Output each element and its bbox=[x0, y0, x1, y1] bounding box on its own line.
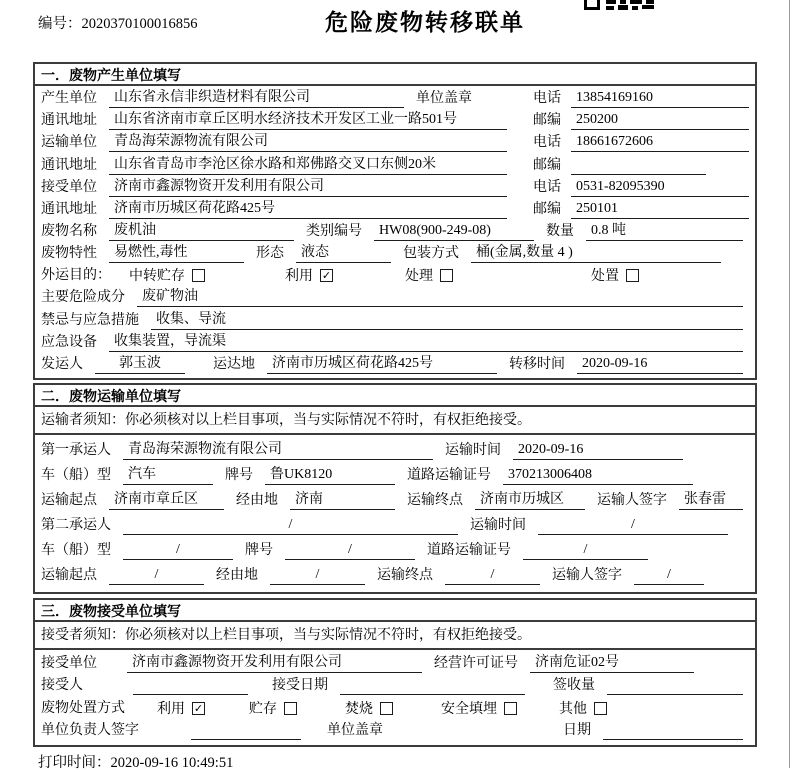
section-receive-rows bbox=[35, 650, 755, 743]
unit-seal-label: 单位盖章 bbox=[327, 723, 383, 738]
row-transporter-address bbox=[41, 155, 749, 175]
option-label: 处理 bbox=[405, 269, 433, 285]
second-carrier-value: / bbox=[123, 515, 458, 535]
via-label: 经由地 bbox=[236, 493, 278, 508]
transport-time-value-2: / bbox=[538, 515, 728, 535]
row-producer-address bbox=[41, 110, 749, 130]
phone-label: 电话 bbox=[533, 179, 561, 195]
section-transport bbox=[33, 383, 757, 594]
first-carrier-value: 青岛海荣源物流有限公司 bbox=[123, 440, 433, 460]
option-label: 处置 bbox=[591, 269, 619, 285]
row-transporter-address-right bbox=[533, 156, 749, 175]
row-disposal-method bbox=[41, 698, 749, 718]
row-first-carrier bbox=[41, 440, 749, 460]
road-license-value-2: / bbox=[523, 540, 648, 560]
disposal-utilize-checkbox: ✓ bbox=[193, 701, 204, 715]
taboo-label: 禁忌与应急措施 bbox=[41, 312, 139, 328]
acceptor-label: 接受人 bbox=[41, 678, 83, 693]
route-start-value: 济南市章丘区 bbox=[109, 490, 224, 510]
section-producer bbox=[33, 62, 757, 380]
vehicle-type-label: 车（船）型 bbox=[41, 468, 111, 483]
receiver-address-value: 济南市历城区荷花路425号 bbox=[109, 199, 507, 219]
waste-code-value: HW08(900-249-08) bbox=[374, 221, 534, 241]
purpose-option-treat bbox=[405, 265, 453, 285]
transport-notice: 运输者须知：你必须核对以上栏目事项，当与实际情况不符时，有权拒绝接受。 bbox=[35, 407, 755, 435]
row-dispatch bbox=[41, 354, 749, 374]
option-label: 其他 bbox=[559, 702, 587, 717]
second-carrier-label: 第二承运人 bbox=[41, 518, 111, 533]
hazard-label: 主要危险成分 bbox=[41, 290, 125, 306]
row-route-2 bbox=[41, 565, 749, 585]
waste-qty-value: 0.8 吨 bbox=[586, 221, 743, 241]
accept-date-value bbox=[340, 676, 525, 695]
character-value: 易燃性,毒性 bbox=[109, 243, 244, 263]
purpose-option-transfer-storage bbox=[129, 265, 205, 285]
section-transport-title: 二．废物运输单位填写 bbox=[35, 385, 755, 407]
section-producer-rows bbox=[35, 86, 755, 376]
hazard-value: 废矿物油 bbox=[137, 287, 743, 307]
row-hazard bbox=[41, 287, 749, 307]
producer-phone-value: 13854169160 bbox=[571, 88, 749, 108]
permit-label: 经营许可证号 bbox=[434, 656, 518, 671]
destination-value: 济南市历城区荷花路425号 bbox=[267, 354, 497, 374]
row-producer-address-left bbox=[41, 110, 521, 130]
transfer-time-label: 转移时间 bbox=[509, 356, 565, 372]
waste-name-label: 废物名称 bbox=[41, 223, 97, 239]
transport-time-value: 2020-09-16 bbox=[513, 440, 683, 460]
transporter-label: 运输单位 bbox=[41, 135, 97, 151]
transporter-value: 青岛海荣源物流有限公司 bbox=[109, 132, 507, 152]
purpose-label: 外运目的： bbox=[41, 268, 111, 284]
route-end-value: 济南市历城区 bbox=[475, 490, 585, 510]
transporter-address-value: 山东省青岛市李沧区徐水路和郑佛路交叉口东侧20米 bbox=[109, 155, 507, 175]
equipment-label: 应急设备 bbox=[41, 334, 97, 350]
purpose-option-utilize bbox=[285, 265, 333, 285]
purpose-option-dispose bbox=[591, 265, 639, 285]
address-label: 通讯地址 bbox=[41, 113, 97, 129]
row-waste-character bbox=[41, 243, 749, 263]
transfer-time-value: 2020-09-16 bbox=[577, 354, 743, 374]
transport-time-label: 运输时间 bbox=[445, 443, 501, 458]
producer-address-value: 山东省济南市章丘区明水经济技术开发区工业一路501号 bbox=[109, 110, 507, 130]
row-receiver-left bbox=[41, 177, 521, 197]
form-value: 液态 bbox=[296, 243, 391, 263]
receiver-value: 济南市鑫源物资开发利用有限公司 bbox=[109, 177, 507, 197]
responsible-sign-label: 单位负责人签字 bbox=[41, 723, 139, 738]
transporter-phone-value: 18661672606 bbox=[571, 132, 749, 152]
row-transporter-address-left bbox=[41, 155, 521, 175]
vehicle-type-label: 车（船）型 bbox=[41, 543, 111, 558]
row-receiver bbox=[41, 177, 749, 197]
row-equipment bbox=[41, 332, 749, 352]
equipment-value: 收集装置，导流渠 bbox=[109, 332, 743, 352]
waste-qty-label: 数量 bbox=[546, 223, 574, 239]
row-receive-unit bbox=[41, 653, 749, 673]
option-label: 利用 bbox=[285, 269, 313, 285]
transporter-sign-value-2: / bbox=[634, 565, 704, 585]
disposal-other-checkbox bbox=[594, 702, 607, 715]
print-time-value: 2020-09-16 10:49:51 bbox=[110, 755, 234, 771]
phone-label: 电话 bbox=[533, 91, 561, 107]
option-label: 贮存 bbox=[249, 702, 277, 717]
disposal-option-utilize bbox=[157, 698, 205, 718]
destination-label: 运达地 bbox=[213, 356, 255, 372]
receive-unit-label: 接受单位 bbox=[41, 656, 97, 671]
row-producer bbox=[41, 88, 749, 108]
option-label: 中转贮存 bbox=[129, 269, 185, 285]
dispatcher-value: 郭玉波 bbox=[95, 354, 185, 374]
row-transporter bbox=[41, 132, 749, 152]
zip-label: 邮编 bbox=[533, 157, 561, 173]
section-receive bbox=[33, 598, 757, 747]
plate-label: 牌号 bbox=[245, 543, 273, 558]
plate-value-2: / bbox=[285, 540, 415, 560]
row-receiver-address-right bbox=[533, 199, 749, 219]
row-producer-left bbox=[41, 88, 521, 108]
row-waste-name bbox=[41, 221, 749, 241]
route-end-label: 运输终点 bbox=[377, 568, 433, 583]
row-route-1 bbox=[41, 490, 749, 510]
print-time-label: 打印时间： bbox=[38, 755, 111, 771]
transport-time-label: 运输时间 bbox=[470, 518, 526, 533]
option-label: 利用 bbox=[157, 702, 185, 717]
producer-value: 山东省永信非织造材料有限公司 bbox=[109, 88, 404, 108]
disposal-option-storage bbox=[249, 698, 297, 718]
disposal-option-landfill bbox=[441, 698, 517, 718]
vehicle-type-value: 汽车 bbox=[123, 465, 213, 485]
dispatcher-label: 发运人 bbox=[41, 356, 83, 372]
disposal-storage-checkbox bbox=[284, 702, 297, 715]
dispose-checkbox bbox=[626, 269, 639, 282]
route-end-value-2: / bbox=[445, 565, 540, 585]
taboo-value: 收集、导流 bbox=[151, 310, 743, 330]
address-label: 通讯地址 bbox=[41, 201, 97, 217]
disposal-option-incinerate bbox=[345, 698, 393, 718]
zip-label: 邮编 bbox=[533, 113, 561, 129]
receiver-zip-value: 250101 bbox=[571, 199, 749, 219]
waste-code-label: 类别编号 bbox=[306, 223, 362, 239]
form-label: 形态 bbox=[256, 246, 284, 262]
row-receiver-address-left bbox=[41, 199, 521, 219]
row-producer-right bbox=[533, 88, 749, 108]
receive-unit-value: 济南市鑫源物资开发利用有限公司 bbox=[127, 653, 422, 673]
row-taboo bbox=[41, 310, 749, 330]
via-value: 济南 bbox=[290, 490, 395, 510]
pack-label: 包装方式 bbox=[403, 246, 459, 262]
page-title: 危险废物转移联单 bbox=[325, 9, 525, 35]
route-start-label: 运输起点 bbox=[41, 493, 97, 508]
acceptor-value bbox=[133, 676, 248, 695]
serial-label: 编号： bbox=[38, 16, 82, 32]
row-receiver-right bbox=[533, 177, 749, 197]
producer-zip-value: 250200 bbox=[571, 110, 749, 130]
serial-number: 2020370100016856 bbox=[81, 16, 198, 32]
pack-value: 桶(金属,数量 4 ) bbox=[471, 243, 721, 263]
page-edge-line bbox=[789, 0, 790, 768]
character-label: 废物特性 bbox=[41, 246, 97, 262]
date-value bbox=[603, 721, 743, 740]
road-license-label: 道路运输证号 bbox=[407, 468, 491, 483]
section-transport-rows bbox=[35, 435, 755, 590]
date-label: 日期 bbox=[563, 723, 591, 738]
option-label: 焚烧 bbox=[345, 702, 373, 717]
phone-label: 电话 bbox=[533, 135, 561, 151]
row-receiver-address bbox=[41, 199, 749, 219]
waste-name-value: 废机油 bbox=[109, 221, 294, 241]
row-acceptor bbox=[41, 676, 749, 695]
receive-notice: 接受者须知：你必须核对以上栏目事项，当与实际情况不符时，有权拒绝接受。 bbox=[35, 622, 755, 650]
row-transporter-right bbox=[533, 132, 749, 152]
transporter-sign-label: 运输人签字 bbox=[552, 568, 622, 583]
permit-value: 济南危证02号 bbox=[530, 653, 694, 673]
receiver-label: 接受单位 bbox=[41, 179, 97, 195]
receiver-phone-value: 0531-82095390 bbox=[571, 177, 749, 197]
transporter-zip-value bbox=[571, 156, 706, 175]
road-license-value: 370213006408 bbox=[503, 465, 693, 485]
producer-label: 产生单位 bbox=[41, 91, 97, 107]
section-receive-title: 三．废物接受单位填写 bbox=[35, 600, 755, 622]
plate-label: 牌号 bbox=[225, 468, 253, 483]
transporter-sign-label: 运输人签字 bbox=[597, 493, 667, 508]
via-value-2: / bbox=[270, 565, 365, 585]
print-time bbox=[38, 751, 233, 772]
route-start-value-2: / bbox=[109, 565, 204, 585]
via-label: 经由地 bbox=[216, 568, 258, 583]
utilize-checkbox: ✓ bbox=[321, 268, 332, 282]
accept-date-label: 接受日期 bbox=[272, 678, 328, 693]
disposal-method-label: 废物处置方式 bbox=[41, 701, 125, 716]
row-second-carrier bbox=[41, 515, 749, 535]
treat-checkbox bbox=[440, 269, 453, 282]
row-purpose bbox=[41, 265, 749, 285]
row-responsible-sign bbox=[41, 721, 749, 740]
responsible-sign-value bbox=[191, 721, 301, 740]
first-carrier-label: 第一承运人 bbox=[41, 443, 111, 458]
disposal-option-other bbox=[559, 698, 607, 718]
option-label: 安全填埋 bbox=[441, 702, 497, 717]
row-producer-address-right bbox=[533, 110, 749, 130]
zip-label: 邮编 bbox=[533, 201, 561, 217]
vehicle-type-value-2: / bbox=[123, 540, 233, 560]
qr-code-fragment-icon bbox=[584, 0, 656, 10]
disposal-landfill-checkbox bbox=[504, 702, 517, 715]
disposal-incinerate-checkbox bbox=[380, 702, 393, 715]
route-end-label: 运输终点 bbox=[407, 493, 463, 508]
row-transporter-left bbox=[41, 132, 521, 152]
route-start-label: 运输起点 bbox=[41, 568, 97, 583]
section-producer-title: 一．废物产生单位填写 bbox=[35, 64, 755, 86]
row-vehicle-2 bbox=[41, 540, 749, 560]
transfer-storage-checkbox bbox=[192, 269, 205, 282]
address-label: 通讯地址 bbox=[41, 157, 97, 173]
transporter-sign-value: 张春雷 bbox=[679, 490, 743, 510]
road-license-label: 道路运输证号 bbox=[427, 543, 511, 558]
receipt-qty-label: 签收量 bbox=[553, 678, 595, 693]
receipt-qty-value bbox=[607, 676, 743, 695]
seal-label: 单位盖章 bbox=[416, 91, 472, 107]
row-vehicle-1 bbox=[41, 465, 749, 485]
plate-value: 鲁UK8120 bbox=[265, 465, 395, 485]
